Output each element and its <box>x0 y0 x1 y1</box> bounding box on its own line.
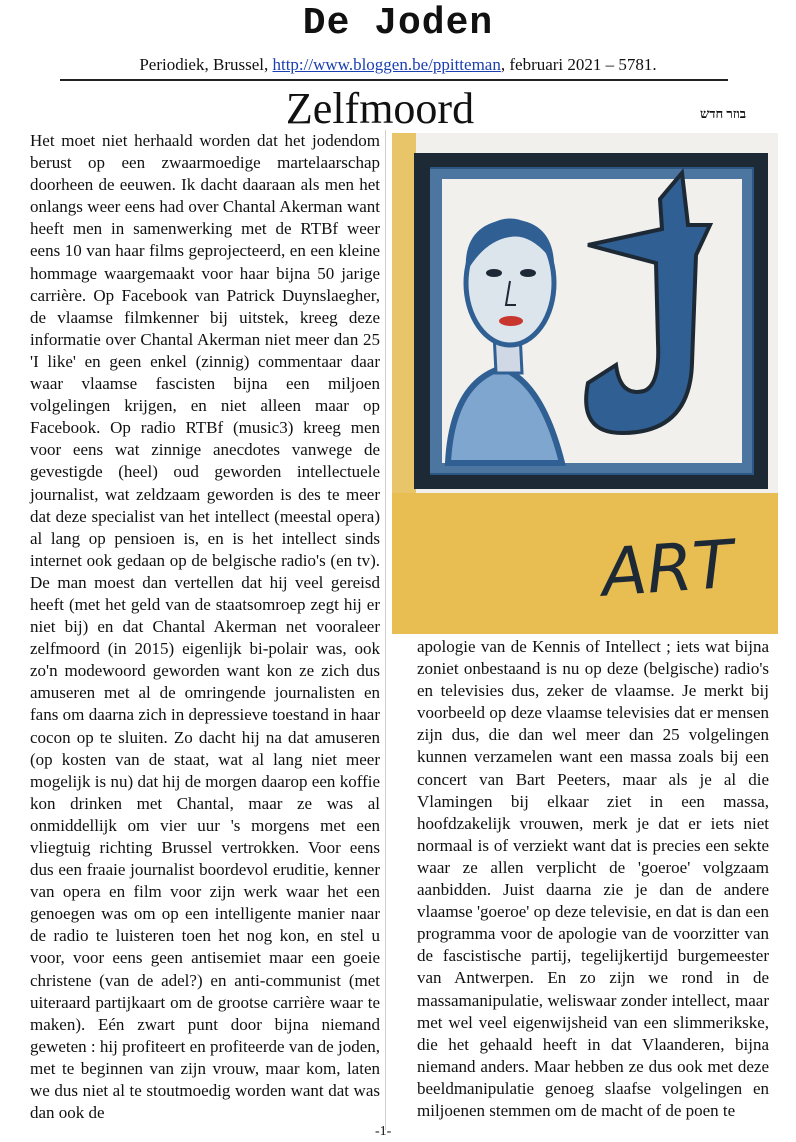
artwork-yellow-left <box>392 133 416 634</box>
page-number: -1- <box>375 1124 392 1139</box>
publication-info-suffix: , februari 2021 – 5781. <box>500 55 657 74</box>
article-right-column: apologie van de Kennis of Intellect ; iets wat bijna zoniet onbestaand is nu op deze (belgische) radio's en televisies dus, zeker de vlaamse. Je merkt bij voorbeeld op deze vlaamse televisies dat er mensen zijn dus, die dan wel meer dan 25 volgelingen kunnen verzamelen want een massa zoals bij een concert van Bart Peeters, maar als je al die Vlamingen bij elkaar ziet in een massa, hoofdzakelijk vrouwen, merk je dat er iets niet normaal is of verziekt want dat is precies een sekte waar ze allen verplicht de 'goeroe' volgzaam aanbidden. Juist daarna zie je dan de andere vlaamse 'goeroe' op deze televisie, en dat is dan een programma voor de apologie van de voorzitter van de fascistische partij, tegelijkertijd burgemeester van Antwerpen. En zo zijn we rond in de massamanipulatie, weliswaar zonder intellect, maar met wel veel eigenwijsheid van een slimmerikske, die het gehaald heeft in dat Vlaanderen, bijna niemand anders. Maar hebben ze dus ook met deze beeldmanipulatie genoeg slaafse volgelingen en miljoenen stemmen om de macht of de poen te <box>417 637 769 1120</box>
article-title: Zelfmoord <box>285 84 475 133</box>
artwork-portrait-eye-left <box>486 269 502 277</box>
blog-link[interactable]: http://www.bloggen.be/ppitteman <box>272 55 501 74</box>
publication-info <box>0 54 796 76</box>
header-rule <box>60 79 728 81</box>
publication-info-prefix: Periodiek, Brussel, <box>139 55 273 74</box>
artwork-painting <box>392 133 778 634</box>
masthead-title: De Joden <box>302 2 494 45</box>
article-left-column: Het moet niet herhaald worden dat het jodendom berust op een zwaarmoedige martelaarschap doorheen de eeuwen. Ik dacht daaraan als men het onlangs weer eens had over Chantal Akerman want heeft men in samenwerking met de RTBf weer eens 10 van haar films geprojecteerd, en een kleine hommage waargemaakt voor haar bijna 50 jarige carrière. Op Facebook van Patrick Duynslaegher, de vlaamse filmkenner bij uitstek, kreeg deze informatie over Chantal Akerman niet meer dan 25 'I like' en geen enkel (zinnig) commentaar daar waar vlaamse fascisten bijna een miljoen volgelingen krijgen, en niet alleen maar op Facebook. Op radio RTBf (music3) kreeg men voor eens wat zinnige anecdotes vanwege de gevestigde (heel) oud geworden intellectuele journalist, wat zeldzaam geworden is des te meer dat deze specialist van het intellect (meestal opera) al lang op pensioen is, en is het intellect sinds internet ook gedaan op de belgische radio's (en tv). De man moest dan vertellen dat hij veel gereisd heeft (met het geld van de staatsomroep zegt hij er niet bij) en dat Chantal Akerman net vooraleer zelfmoord (in 2015) eigenlijk bi-polair was, ook zo'n modewoord geworden want kon ze zich dus amuseren met al de omringende journalisten en fans om daarna zich in depressieve toestand in haar cocon op te sluiten. Zo dacht hij na dat amuseren (op kosten van de staat, wat al lang niet meer mogelijk is nu) dat hij de morgen daarop een koffie kon drinken met Chantal, maar ze was al onmiddellijk om vier uur 's morgens met een vliegtuig richting Brussel vertrokken. Voor eens dus een fraaie journalist boordevol eruditie, kenner van opera en film voor zijn werk waar het een genoegen was om op een intelligente manier naar de radio te luisteren toen het nog kon, en stel u voor, voor eens geen antisemiet maar een goeie christene (van de adel?) en anti-communist (met uiteraard partijkaart om de grootse carrière waar te maken). Eén zwart punt door bijna niemand geweten : hij profiteert en profiteerde van de joden, met te beginnen van zijn vrouw, maar kom, laten we dus niet al te stoutmoedig worden want dat was dan ook de <box>30 131 380 1123</box>
hebrew-mark: בוזר חדש <box>700 106 747 121</box>
artwork-portrait-lips <box>499 316 523 326</box>
artwork-art-signature: ART <box>599 525 736 612</box>
artwork-portrait-eye-right <box>520 269 536 277</box>
column-divider <box>385 130 386 1130</box>
